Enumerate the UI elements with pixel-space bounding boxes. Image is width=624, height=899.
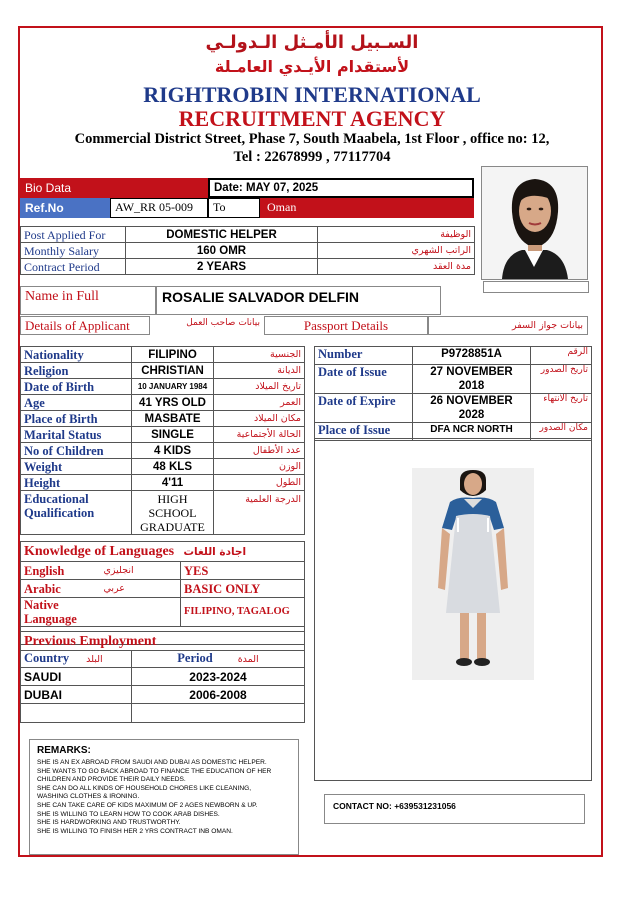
- language-value-cell: YES: [181, 562, 305, 580]
- detail-value-cell: HIGH SCHOOL GRADUATE: [132, 491, 214, 535]
- period-header-cell: [132, 651, 305, 668]
- language-label-cell: [21, 598, 101, 627]
- language-value-cell: FILIPINO, TAGALOG: [181, 598, 305, 627]
- company-address: Commercial District Street, Phase 7, South Maabela, 1st Floor , office no: 12,: [74, 131, 550, 147]
- detail-value-cell: 48 KLS: [132, 459, 214, 475]
- passport-row: [315, 365, 592, 394]
- passport-value-cell: 27 NOVEMBER 2018: [413, 365, 531, 394]
- applicant-details-label: Details of Applicant: [25, 318, 130, 333]
- detail-label-cell: Age: [21, 395, 132, 411]
- passport-details-label: Passport Details: [303, 318, 389, 333]
- remarks-title: REMARKS:: [37, 745, 91, 756]
- employment-empty-cell: [132, 704, 305, 723]
- passport-arabic-cell: الرقم: [531, 347, 592, 365]
- employment-row: [21, 686, 305, 704]
- remarks-line: CHILDREN AND PROVIDE THEIR DAILY NEEDS.: [37, 776, 186, 784]
- post-arabic-cell: مدة العقد: [318, 259, 475, 275]
- language-row: [21, 598, 305, 627]
- passport-arabic-box: [428, 316, 588, 335]
- name-label: Name in Full: [25, 289, 99, 304]
- employment-period-cell: 2006-2008: [132, 686, 305, 704]
- photo-caption-box: [483, 281, 589, 293]
- arabic-company-subtitle: لأستقدام الأيـدي العامـلة: [214, 57, 410, 76]
- detail-value-cell: 4'11: [132, 475, 214, 491]
- languages-table: [20, 541, 305, 645]
- language-label-cell: [21, 562, 101, 580]
- passport-arabic-cell: تاريخ الصدور: [531, 365, 592, 394]
- detail-arabic-cell: الطول: [214, 475, 305, 491]
- passport-value-cell: DFA NCR NORTH: [413, 423, 531, 441]
- detail-label-cell: Place of Birth: [21, 411, 132, 427]
- detail-arabic-cell: الديانة: [214, 363, 305, 379]
- passport-value-cell: P9728851A: [413, 347, 531, 365]
- name-label-box: [20, 286, 156, 315]
- detail-row: [21, 443, 305, 459]
- remarks-line: SHE WANTS TO GO BACK ABROAD TO FINANCE THE EDUCATION OF HER: [37, 767, 272, 775]
- detail-arabic-cell: العمر: [214, 395, 305, 411]
- employment-country-cell: DUBAI: [21, 686, 132, 704]
- employment-table: [20, 631, 305, 723]
- country-header: Country: [24, 651, 70, 665]
- post-row: [21, 259, 475, 275]
- full-body-image: [412, 468, 534, 680]
- employment-empty-cell: [21, 704, 132, 723]
- detail-arabic-cell: الدرجة العلمية: [214, 491, 305, 535]
- applicant-details-header: [20, 316, 150, 335]
- remarks-line: SHE IS HARDWORKING AND TRUSTWORTHY.: [37, 819, 181, 827]
- detail-row: [21, 475, 305, 491]
- remarks-line: SHE CAN TAKE CARE OF KIDS MAXIMUM OF 2 AGES NEWBORN & UP.: [37, 801, 258, 809]
- period-header: Period: [177, 651, 213, 665]
- languages-title-arabic: اجادة اللغات: [183, 546, 247, 558]
- detail-value-cell: 4 KIDS: [132, 443, 214, 459]
- detail-value-cell: CHRISTIAN: [132, 363, 214, 379]
- detail-label-cell: Date of Birth: [21, 379, 132, 395]
- detail-value-cell: FILIPINO: [132, 347, 214, 363]
- post-label-cell: Contract Period: [21, 259, 126, 275]
- contact-number: CONTACT NO: +639531231056: [324, 794, 585, 824]
- passport-label-cell: Number: [315, 347, 413, 365]
- applicant-photo: [481, 166, 588, 280]
- to-label: To: [208, 198, 260, 218]
- language-label: Arabic: [24, 581, 61, 596]
- full-body-photo: [412, 468, 534, 680]
- detail-arabic-cell: الوزن: [214, 459, 305, 475]
- languages-title-cell: [21, 542, 181, 562]
- document-date: Date: MAY 07, 2025: [208, 178, 474, 198]
- language-arabic-cell: [101, 598, 181, 627]
- language-label: English: [24, 563, 65, 578]
- passport-label-cell: Date of Issue: [315, 365, 413, 394]
- language-row: [21, 580, 305, 598]
- company-name: RIGHTROBIN INTERNATIONAL: [143, 82, 481, 107]
- detail-arabic-cell: الحالة الأجتماعية: [214, 427, 305, 443]
- passport-label-cell: Place of Issue: [315, 423, 413, 441]
- detail-row: [21, 379, 305, 395]
- portrait-image: [482, 167, 587, 279]
- post-value-cell: DOMESTIC HELPER: [126, 227, 318, 243]
- passport-details-header: [264, 316, 428, 335]
- detail-label-cell: Religion: [21, 363, 132, 379]
- period-header-arabic: المدة: [237, 654, 259, 665]
- detail-arabic-cell: الجنسية: [214, 347, 305, 363]
- post-row: [21, 243, 475, 259]
- applicant-full-name: ROSALIE SALVADOR DELFIN: [156, 286, 441, 315]
- applicant-details-arabic: بيانات صاحب العمل: [186, 318, 260, 328]
- language-row: [21, 562, 305, 580]
- post-arabic-cell: الوظيفة: [318, 227, 475, 243]
- employment-title: Previous Employment: [24, 633, 157, 649]
- detail-arabic-cell: عدد الأطفال: [214, 443, 305, 459]
- languages-title-ar-cell: [181, 542, 305, 562]
- destination-country: Oman: [260, 198, 474, 218]
- employment-row: [21, 668, 305, 686]
- language-value-cell: BASIC ONLY: [181, 580, 305, 598]
- bio-data-label: Bio Data: [20, 178, 208, 198]
- language-arabic-cell: عربي: [101, 580, 181, 598]
- country-header-cell: [21, 651, 132, 668]
- language-arabic-cell: انجليزي: [101, 562, 181, 580]
- passport-row: [315, 394, 592, 423]
- ref-no-value: AW_RR 05-009: [110, 198, 208, 218]
- passport-arabic-cell: مكان الصدور: [531, 423, 592, 441]
- company-subtitle: RECRUITMENT AGENCY: [178, 106, 446, 131]
- language-label-cell: [21, 580, 101, 598]
- detail-value-cell: 41 YRS OLD: [132, 395, 214, 411]
- detail-label-cell: Educational Qualification: [21, 491, 132, 535]
- detail-row: [21, 395, 305, 411]
- remarks-line: SHE IS AN EX ABROAD FROM SAUDI AND DUBAI AS DOMESTIC HELPER.: [37, 759, 267, 766]
- detail-label-cell: Nationality: [21, 347, 132, 363]
- remarks-line: SHE CAN DO ALL KINDS OF HOUSEHOLD CHORES LIKE CLEANING,: [37, 784, 252, 792]
- detail-label-cell: Height: [21, 475, 132, 491]
- remarks-box: [29, 739, 299, 855]
- remarks-line: SHE IS WILLING TO LEARN HOW TO COOK ARAB DISHES.: [37, 810, 220, 818]
- post-label-cell: Post Applied For: [21, 227, 126, 243]
- detail-row: [21, 427, 305, 443]
- employment-country-cell: SAUDI: [21, 668, 132, 686]
- post-table: [20, 226, 475, 275]
- passport-arabic-cell: تاريخ الانتهاء: [531, 394, 592, 423]
- detail-label-cell: Weight: [21, 459, 132, 475]
- employment-period-cell: 2023-2024: [132, 668, 305, 686]
- passport-row: [315, 347, 592, 365]
- detail-label-cell: No of Children: [21, 443, 132, 459]
- passport-details-arabic: بيانات جواز السفر: [512, 320, 583, 331]
- detail-row: [21, 491, 305, 535]
- ref-no-label: Ref.No: [20, 198, 110, 218]
- post-row: [21, 227, 475, 243]
- post-label-cell: Monthly Salary: [21, 243, 126, 259]
- remarks-line: SHE IS WILLING TO FINISH HER 2 YRS CONTRACT INB OMAN.: [37, 827, 233, 835]
- detail-row: [21, 363, 305, 379]
- passport-table: [314, 346, 592, 441]
- post-value-cell: 2 YEARS: [126, 259, 318, 275]
- remarks-line: WASHING CLOTHES & IRONING.: [37, 793, 140, 801]
- country-header-arabic: البلد: [86, 654, 103, 665]
- passport-value-cell: 26 NOVEMBER 2028: [413, 394, 531, 423]
- detail-value-cell: SINGLE: [132, 427, 214, 443]
- detail-row: [21, 459, 305, 475]
- detail-row: [21, 347, 305, 363]
- passport-label-cell: Date of Expire: [315, 394, 413, 423]
- post-value-cell: 160 OMR: [126, 243, 318, 259]
- applicant-details-table: [20, 346, 305, 535]
- detail-value-cell: 10 JANUARY 1984: [132, 379, 214, 395]
- detail-arabic-cell: مكان الميلاد: [214, 411, 305, 427]
- company-telephone: Tel : 22678999 , 77117704: [233, 149, 391, 165]
- detail-row: [21, 411, 305, 427]
- employment-title-cell: [21, 632, 305, 651]
- detail-value-cell: MASBATE: [132, 411, 214, 427]
- language-label: Native Language: [24, 598, 77, 626]
- post-arabic-cell: الراتب الشهري: [318, 243, 475, 259]
- languages-title: Knowledge of Languages: [24, 544, 175, 559]
- detail-arabic-cell: تاريخ الميلاد: [214, 379, 305, 395]
- arabic-company-title: السـبيل الأمـثل الـدولـي: [205, 32, 419, 53]
- detail-label-cell: Marital Status: [21, 427, 132, 443]
